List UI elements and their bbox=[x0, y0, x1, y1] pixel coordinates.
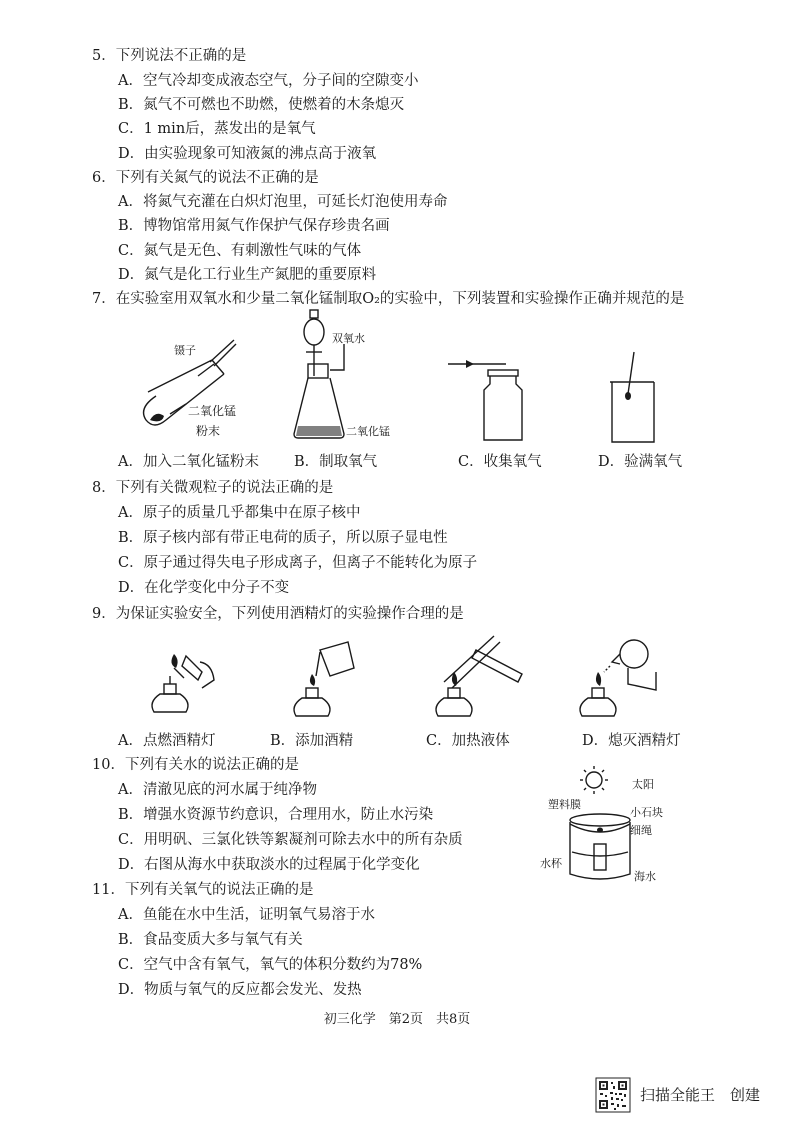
question-11-option-b: B．食品变质大多与氧气有关 bbox=[118, 932, 303, 948]
question-8-option-d: D．在化学变化中分子不变 bbox=[118, 580, 290, 596]
q9-figure-d-blowing-out-lamp bbox=[572, 632, 668, 726]
q9-caption-c: C．加热液体 bbox=[426, 733, 510, 749]
question-9-stem: 9．为保证实验安全，下列使用酒精灯的实验操作合理的是 bbox=[92, 606, 464, 622]
q10-label-seawater: 海水 bbox=[634, 870, 656, 883]
scanner-watermark bbox=[596, 1078, 786, 1112]
page-footer: 初三化学 第2页 共8页 bbox=[323, 1012, 471, 1027]
q10-label-cup: 水杯 bbox=[540, 857, 562, 870]
q9-caption-a: A．点燃酒精灯 bbox=[118, 733, 216, 749]
q7-label-h2o2: 双氧水 bbox=[332, 332, 365, 345]
q9-caption-d: D．熄灭酒精灯 bbox=[582, 733, 681, 749]
question-6-option-a: A．将氮气充灌在白炽灯泡里，可延长灯泡使用寿命 bbox=[118, 194, 448, 210]
q10-label-film: 塑料膜 bbox=[548, 798, 581, 811]
question-6-option-c: C．氮气是无色、有刺激性气味的气体 bbox=[118, 243, 362, 259]
q10-label-rope: 细绳 bbox=[630, 824, 652, 837]
q7-label-powder: 粉末 bbox=[196, 424, 221, 438]
q7-caption-c: C．收集氧气 bbox=[458, 454, 542, 470]
question-5-option-d: D．由实验现象可知液氮的沸点高于液氧 bbox=[118, 146, 377, 162]
question-6-option-b: B．博物馆常用氮气作保护气保存珍贵名画 bbox=[118, 218, 390, 234]
q10-label-stone: 小石块 bbox=[630, 806, 663, 819]
q7-caption-b: B．制取氧气 bbox=[294, 454, 378, 470]
q7-label-mno2: 二氧化锰 bbox=[188, 404, 237, 418]
q7-figure-c-collecting-bottle bbox=[444, 356, 524, 446]
question-5-option-b: B．氮气不可燃也不助燃，使燃着的木条熄灭 bbox=[118, 97, 405, 113]
question-8-option-c: C．原子通过得失电子形成离子，但离子不能转化为原子 bbox=[118, 555, 478, 571]
question-10-option-b: B．增强水资源节约意识，合理用水，防止水污染 bbox=[118, 807, 434, 823]
question-10-option-a: A．清澈见底的河水属于纯净物 bbox=[118, 782, 317, 798]
question-5-option-a: A．空气冷却变成液态空气，分子间的空隙变小 bbox=[118, 73, 419, 89]
question-7-stem: 7．在实验室用双氧水和少量二氧化锰制取O₂的实验中，下列装置和实验操作正确并规范的是 bbox=[92, 291, 685, 307]
q9-caption-b: B．添加酒精 bbox=[270, 733, 354, 749]
question-6-option-d: D．氮气是化工行业生产氮肥的重要原料 bbox=[118, 267, 377, 283]
question-10-stem: 10．下列有关水的说法正确的是 bbox=[92, 757, 299, 773]
question-11-option-a: A．鱼能在水中生活，证明氧气易溶于水 bbox=[118, 907, 375, 923]
q7-figure-d-bottle-splint bbox=[604, 348, 664, 448]
question-6-stem: 6．下列有关氮气的说法不正确的是 bbox=[92, 170, 319, 186]
question-11-option-c: C．空气中含有氧气，氧气的体积分数约为78% bbox=[118, 957, 423, 973]
question-8-option-b: B．原子核内部有带正电荷的质子，所以原子显电性 bbox=[118, 530, 448, 546]
qr-code-icon bbox=[596, 1078, 630, 1112]
question-8-stem: 8．下列有关微观粒子的说法正确的是 bbox=[92, 480, 334, 496]
watermark-text: 扫描全能王 创建 bbox=[640, 1086, 761, 1104]
q7-label-mno2-b: 二氧化锰 bbox=[346, 425, 390, 438]
q7-label-tweezers: 镊子 bbox=[174, 344, 196, 357]
question-10-option-c: C．用明矾、三氯化铁等絮凝剂可除去水中的所有杂质 bbox=[118, 832, 463, 848]
question-5-option-c: C．1 min后，蒸发出的是氧气 bbox=[118, 121, 316, 137]
question-11-stem: 11．下列有关氧气的说法正确的是 bbox=[92, 882, 314, 898]
question-8-option-a: A．原子的质量几乎都集中在原子核中 bbox=[118, 505, 361, 521]
q7-caption-a: A．加入二氧化锰粉末 bbox=[118, 454, 259, 470]
question-11-option-d: D．物质与氧气的反应都会发光、发热 bbox=[118, 982, 362, 998]
question-10-option-d: D．右图从海水中获取淡水的过程属于化学变化 bbox=[118, 857, 420, 873]
q7-caption-d: D．验满氧气 bbox=[598, 454, 683, 470]
q9-figure-c-heating-liquid bbox=[424, 628, 534, 726]
question-5-stem: 5．下列说法不正确的是 bbox=[92, 48, 247, 64]
q9-figure-a-lighting-lamp bbox=[140, 632, 230, 726]
q9-figure-b-adding-alcohol bbox=[282, 632, 372, 726]
q10-label-sun: 太阳 bbox=[632, 778, 654, 791]
